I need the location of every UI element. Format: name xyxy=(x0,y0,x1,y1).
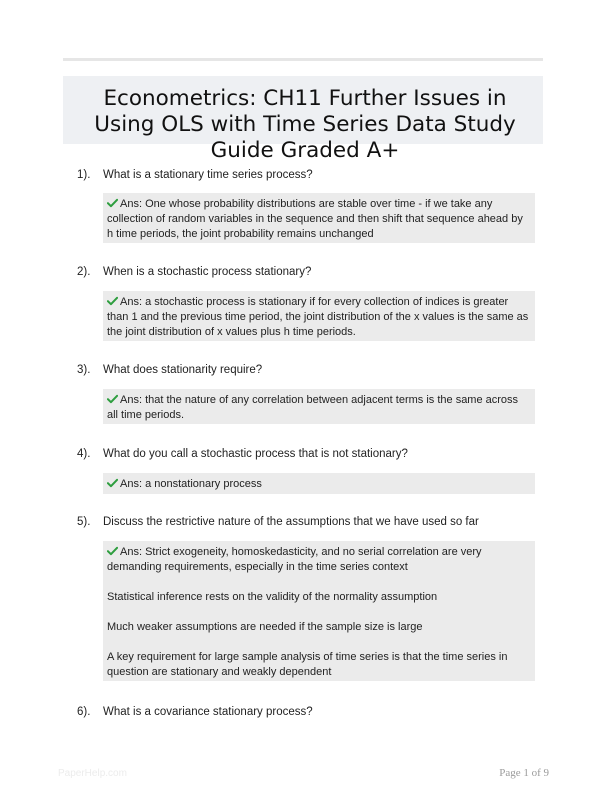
checkmark-icon xyxy=(107,394,118,404)
answer-paragraph xyxy=(107,393,531,423)
question-number: 5). xyxy=(77,516,91,528)
question-text: What does stationarity require? xyxy=(103,364,263,376)
answer-text: Ans: a nonstationary process xyxy=(120,478,262,490)
answer-paragraph: Much weaker assumptions are needed if the sample size is large xyxy=(107,621,423,633)
question-text: Discuss the restrictive nature of the assumptions that we have used so far xyxy=(103,516,479,528)
question-number: 2). xyxy=(77,266,91,278)
answer-paragraph xyxy=(107,197,531,242)
question-text: What is a stationary time series process? xyxy=(103,169,313,181)
question-text: What do you call a stochastic process that is not stationary? xyxy=(103,448,408,460)
checkmark-icon xyxy=(107,198,118,208)
top-divider xyxy=(63,58,543,61)
answer-paragraph: Statistical inference rests on the validity of the normality assumption xyxy=(107,591,438,603)
answer-paragraph xyxy=(107,295,531,340)
footer-watermark: PaperHelp.com xyxy=(58,768,127,779)
answer-box xyxy=(103,389,535,424)
answer-box xyxy=(103,193,535,243)
question-number: 6). xyxy=(77,706,91,718)
page-title: Econometrics: CH11 Further Issues in Using OLS with Time Series Data Study Guide Graded A+ xyxy=(94,86,516,163)
checkmark-icon xyxy=(107,296,118,306)
question-number: 1). xyxy=(77,169,91,181)
answer-text: Ans: Strict exogeneity, homoskedasticity, and no serial correlation are very demanding requirements, especially in the time series context xyxy=(107,546,482,573)
answer-text: Ans: that the nature of any correlation between adjacent terms is the same across all time periods. xyxy=(107,394,519,421)
answer-text: Ans: a stochastic process is stationary if for every collection of indices is greater than 1 and the previous time period, the joint distribution of the x values is the same as the joint distribution of x values plus h time periods. xyxy=(107,296,529,338)
answer-paragraph: A key requirement for large sample analysis of time series is that the time series in question are stationary and weakly dependent xyxy=(107,651,508,678)
question-number: 4). xyxy=(77,448,91,460)
title-banner xyxy=(63,76,543,163)
checkmark-icon xyxy=(107,478,118,488)
answer-box xyxy=(103,291,535,341)
question-number: 3). xyxy=(77,364,91,376)
answer-text: Ans: One whose probability distributions are stable over time - if we take any collection of random variables in the sequence and then shift that sequence ahead by h time periods, the joint probability remains unchanged xyxy=(107,198,523,240)
answer-paragraph xyxy=(107,545,531,575)
page-number: Page 1 of 9 xyxy=(499,767,549,779)
checkmark-icon xyxy=(107,546,118,556)
question-text: What is a covariance stationary process? xyxy=(103,706,313,718)
answer-paragraph xyxy=(107,477,531,492)
answer-box xyxy=(103,541,535,681)
question-text: When is a stochastic process stationary? xyxy=(103,266,312,278)
answer-box xyxy=(103,473,535,494)
